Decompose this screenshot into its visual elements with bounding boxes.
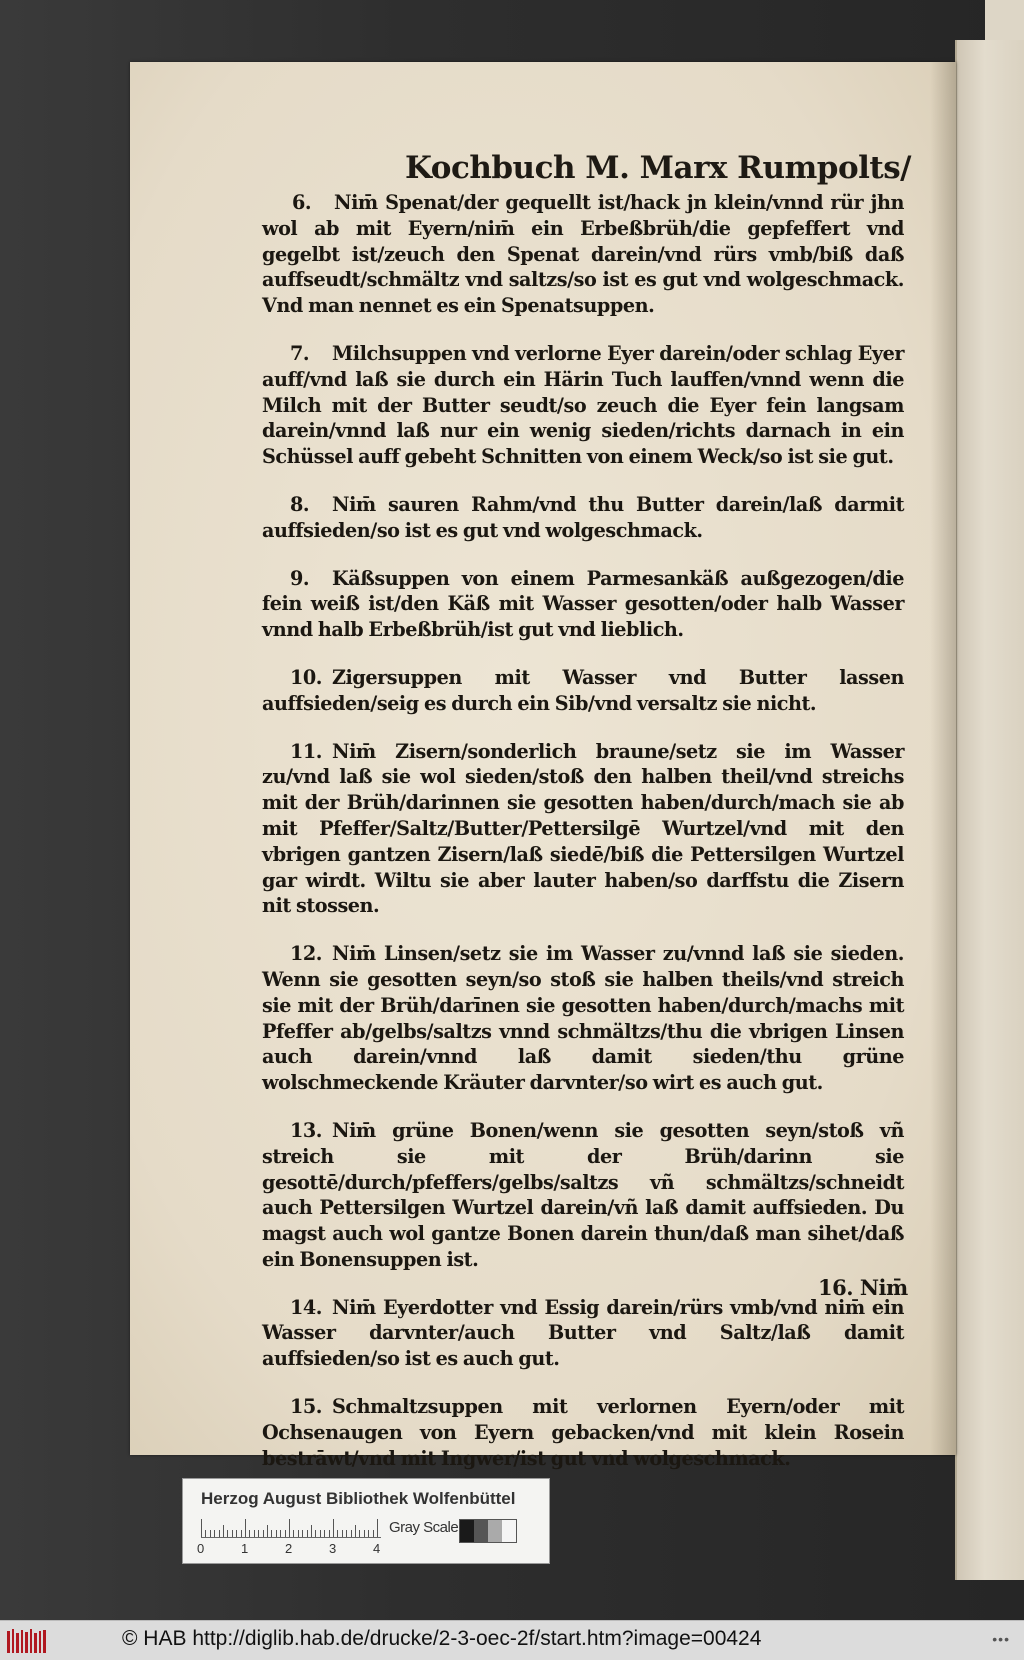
ruler-tick <box>241 1530 242 1537</box>
recipe-entry <box>262 190 904 319</box>
catchword: 16. Nim̄ <box>818 1275 908 1300</box>
ruler-tick <box>214 1530 215 1537</box>
more-dots-icon: ••• <box>992 1631 1010 1647</box>
page-gutter-shadow <box>930 62 956 1455</box>
recipe-entry <box>262 492 904 544</box>
hab-logo-icon <box>6 1627 48 1655</box>
scale-number: 2 <box>285 1541 293 1556</box>
ruler-tick <box>245 1519 246 1537</box>
ruler-tick <box>227 1530 228 1537</box>
ruler-tick <box>201 1519 202 1537</box>
ruler-tick <box>205 1530 206 1537</box>
scale-number: 1 <box>241 1541 249 1556</box>
ruler-tick <box>276 1530 277 1537</box>
ruler-tick <box>254 1530 255 1537</box>
recipe-entry <box>262 566 904 643</box>
scale-number: 0 <box>197 1541 205 1556</box>
recipe-number: 12. <box>290 942 323 966</box>
ruler-tick <box>359 1530 360 1537</box>
recipe-text: Nim̄ grüne Bonen/wenn sie gesotten seyn/stoß vñ streich sie mit der Brüh/darinn sie gesottē/durch/pfeffers/gelbs/saltzs vñ schmältzs/schneidt auch Pettersilgen Wurtzel darein/vñ laß damit auffsieden. Du magst auch wol gantze Bonen darein thun/daß man sihet/daß ein Bonensuppen ist. <box>262 1118 904 1271</box>
ruler-tick <box>271 1530 272 1537</box>
recipe-number: 14. <box>290 1295 323 1319</box>
ruler-tick <box>210 1530 211 1537</box>
ruler-tick <box>219 1530 220 1537</box>
recipe-text: Nim̄ Linsen/setz sie im Wasser zu/vnnd laß sie sieden. Wenn sie gesotten seyn/so stoß sie halben theils/vnd streich sie mit der Brüh/darīnen sie gesotten haben/durch/machs mit Pfeffer ab/gelbs/saltzs vnnd schmältzs/thu die vbrigen Linsen auch darein/vnnd laß damit sieden/thu grüne wolschmeckende Kräuter darvnter/so wirt es auch gut. <box>262 942 904 1095</box>
ruler-tick <box>324 1530 325 1537</box>
ruler-tick <box>373 1530 374 1537</box>
footer-bar <box>0 1620 1024 1660</box>
ruler-tick <box>364 1530 365 1537</box>
ruler-tick <box>377 1519 378 1537</box>
ruler-tick <box>236 1530 237 1537</box>
recipe-entry <box>262 341 904 470</box>
ruler-tick <box>315 1530 316 1537</box>
scale-numbers <box>197 1541 397 1557</box>
running-head: Kochbuch M. Marx Rumpolts/ <box>405 150 912 186</box>
recipe-text: Schmaltzsuppen mit verlornen Eyern/oder mit Ochsenaugen von Eyern gebacken/vnd mit klein Rosein bestrāwt/vnd mit Ingwer/ist gut vnd wolgeschmack. <box>262 1395 904 1470</box>
recipe-list <box>262 190 904 1493</box>
color-scale-card <box>182 1478 550 1564</box>
ruler-tick <box>320 1530 321 1537</box>
ruler-tick <box>342 1530 343 1537</box>
ruler-tick <box>311 1525 312 1537</box>
recipe-text: Nim̄ Zisern/sonderlich braune/setz sie im Wasser zu/vnd laß sie wol sieden/stoß den halben theil/vnd streichs mit der Brüh/darinnen sie gesotten haben/durch/mach sie ab mit Pfeffer/Saltz/Butter/Pettersilgē Wurtzel/vnd mit den vbrigen gantzen Zisern/laß siedē/biß die Pettersilgen Wurtzel gar wirdt. Wiltu sie aber lauter haben/so darffstu die Zisern nit stossen. <box>262 739 904 918</box>
recipe-number: 8. <box>290 492 310 516</box>
ruler-tick <box>280 1530 281 1537</box>
recipe-text: Zigersuppen mit Wasser vnd Butter lassen auffsieden/seig es durch ein Sib/vnd versaltz sie nicht. <box>262 665 904 715</box>
ruler-tick <box>351 1530 352 1537</box>
recipe-text: Milchsuppen vnd verlorne Eyer darein/oder schlag Eyer auff/vnd laß sie durch ein Härin Tuch lauffen/vnnd wenn die Milch mit der Butter seudt/so zeuch die Eyer fein langsam darein/vnnd laß nur ein wenig sieden/richts darnach in ein Schüssel auff gebeht Schnitten von einem Weck/so ist sie gut. <box>262 341 904 469</box>
ruler-tick <box>368 1530 369 1537</box>
ruler-tick <box>329 1530 330 1537</box>
ruler-tick <box>285 1530 286 1537</box>
scale-number: 3 <box>329 1541 337 1556</box>
recipe-entry <box>262 1295 904 1372</box>
ruler-tick <box>346 1530 347 1537</box>
ruler-tick <box>355 1525 356 1537</box>
ruler-tick <box>223 1525 224 1537</box>
ruler-tick <box>307 1530 308 1537</box>
ruler-tick <box>232 1530 233 1537</box>
gray-scale-swatches <box>459 1519 517 1543</box>
card-title: Herzog August Bibliothek Wolfenbüttel <box>201 1489 516 1508</box>
gray-scale-label: Gray Scale <box>389 1519 459 1536</box>
copyright-url[interactable]: © HAB http://diglib.hab.de/drucke/2-3-oec-2f/start.htm?image=00424 <box>122 1627 762 1650</box>
recipe-entry <box>262 1394 904 1471</box>
ruler-tick <box>289 1519 290 1537</box>
next-page-edge <box>955 40 1024 1580</box>
ruler-tick <box>293 1530 294 1537</box>
ruler-tick <box>337 1530 338 1537</box>
ruler-tick <box>333 1519 334 1537</box>
recipe-entry <box>262 665 904 717</box>
ruler-tick <box>298 1530 299 1537</box>
recipe-entry <box>262 941 904 1096</box>
recipe-number: 9. <box>290 566 310 590</box>
recipe-text: Käßsuppen von einem Parmesankäß außgezogen/die fein weiß ist/den Käß mit Wasser gesotten/oder halb Wasser vnnd halb Erbeßbrüh/ist gut vnd lieblich. <box>262 566 904 642</box>
recipe-number: 7. <box>290 341 310 365</box>
recipe-entry <box>262 1118 904 1273</box>
recipe-number: 13. <box>290 1118 323 1142</box>
recipe-number: 15. <box>290 1395 323 1419</box>
ruler-tick <box>249 1530 250 1537</box>
gray-swatch <box>502 1520 516 1542</box>
recipe-text: Nim̄ Spenat/der gequellt ist/hack jn klein/vnnd rür jhn wol ab mit Eyern/nim̄ ein Erbeßbrüh/die gepfeffert vnd gegelbt ist/zeuch den Spenat darein/vnd rürs vmb/biß daß auffseudt/schmältz vnd saltzs/so ist es gut vnd wolgeschmack. Vnd man nennet es ein Spenatsuppen. <box>262 191 904 318</box>
recipe-number: 11. <box>290 739 323 763</box>
recipe-text: Nim̄ sauren Rahm/vnd thu Butter darein/laß darmit auffsieden/so ist es gut vnd wolgeschmack. <box>262 492 904 542</box>
recipe-entry <box>262 739 904 920</box>
scale-number: 4 <box>373 1541 381 1556</box>
ruler-tick <box>302 1530 303 1537</box>
scale-ruler <box>201 1519 381 1538</box>
ruler-tick <box>263 1530 264 1537</box>
recipe-text: Nim̄ Eyerdotter vnd Essig darein/rürs vmb/vnd nim̄ ein Wasser darvnter/auch Butter vnd Saltz/laß damit auffsieden/so ist es auch gut. <box>262 1295 904 1371</box>
recipe-number: 10. <box>290 665 323 689</box>
ruler-tick <box>267 1525 268 1537</box>
gray-swatch <box>474 1520 488 1542</box>
recipe-number: 6. <box>292 191 312 214</box>
ruler-tick <box>258 1530 259 1537</box>
gray-swatch <box>488 1520 502 1542</box>
gray-swatch <box>460 1520 474 1542</box>
